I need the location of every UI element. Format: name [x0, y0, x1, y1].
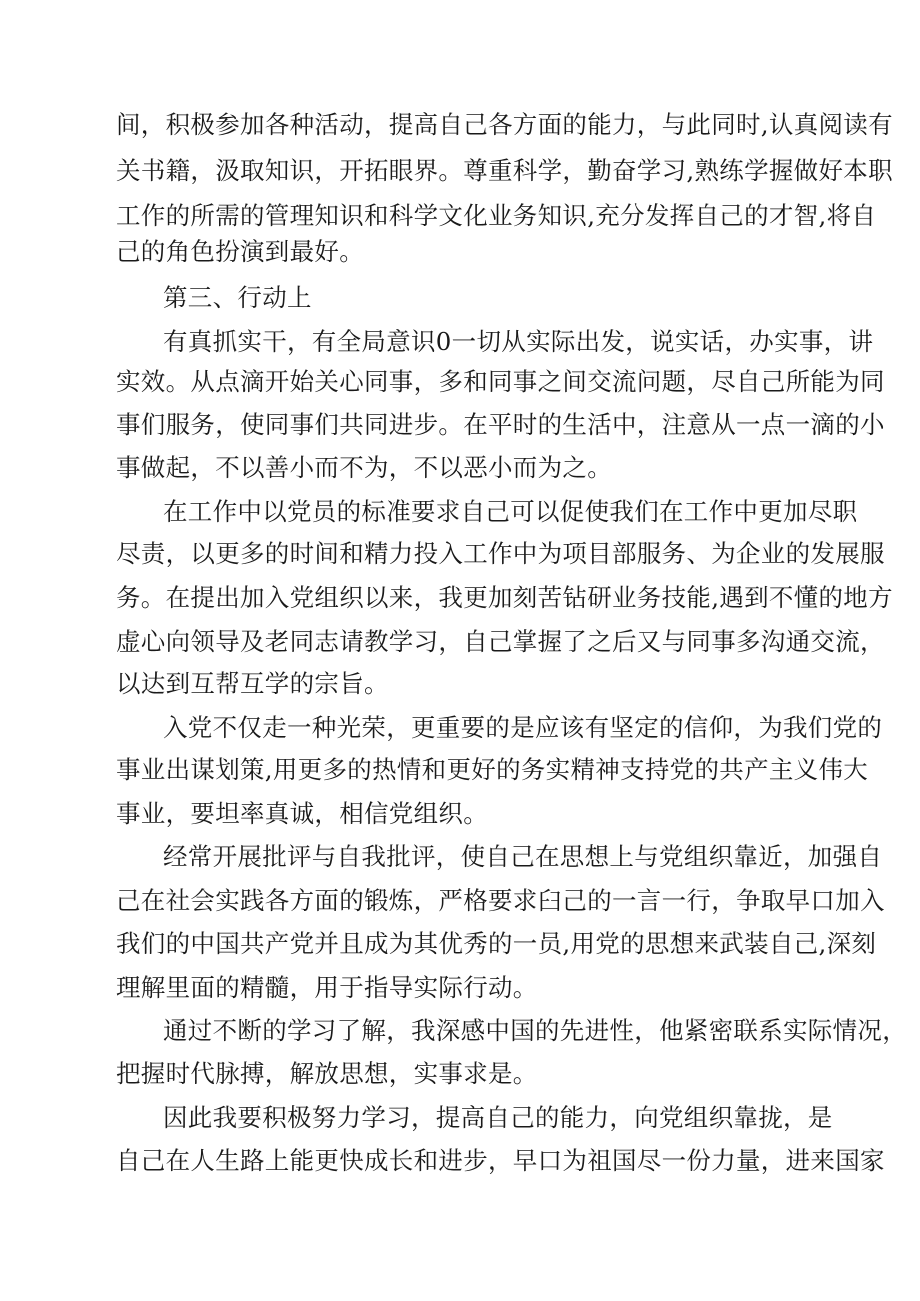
text-line: 理解里面的精髓，用于指导实际行动。 — [116, 973, 538, 1002]
text-line: 务。在提出加入党组织以来，我更加刻苦钻研业务技能,遇到不懂的地方 — [116, 583, 893, 612]
text-line: 在工作中以党员的标准要求自己可以促使我们在工作中更加尽职 — [163, 497, 858, 526]
text-line: 事做起，不以善小而不为，不以恶小而为之。 — [116, 453, 612, 482]
text-line: 事业，要坦率真诚，相信党组织。 — [116, 799, 488, 828]
text-line: 事们服务，使同事们共同进步。在平时的生活中，注意从一点一滴的小 — [116, 410, 885, 439]
text-line: 以达到互帮互学的宗旨。 — [116, 669, 389, 698]
text-line: 实效。从点滴开始关心同事，多和同事之间交流问题，尽自己所能为同 — [116, 367, 885, 396]
text-line: 尽责，以更多的时间和精力投入工作中为项目部服务、为企业的发展服 — [116, 539, 885, 568]
text-line: 间，积极参加各种活动，提高自己各方面的能力，与此同时,认真阅读有 — [116, 110, 893, 139]
section-heading: 第三、行动上 — [163, 283, 312, 312]
text-line: 自己在人生路上能更快成长和进步，早口为祖国尽一份力量，进来国家 — [116, 1146, 885, 1175]
text-line: 因此我要积极努力学习，提高自己的能力，向党组织靠拢，是 — [163, 1103, 833, 1132]
text-line: 经常开展批评与自我批评，使自己在思想上与党组织靠近，加强自 — [163, 842, 883, 871]
text-line: 我们的中国共产党并且成为其优秀的一员,用党的思想来武装自己,深刻 — [116, 929, 877, 958]
text-line: 关书籍，汲取知识，开拓眼界。尊重科学，勤奋学习,熟练学握做好本职 — [116, 156, 893, 185]
text-line: 工作的所需的管理知识和科学文化业务知识,充分发挥自己的才智,将自 — [116, 201, 877, 230]
text-line: 把握时代脉搏，解放思想，实事求是。 — [116, 1059, 538, 1088]
text-line: 虚心向领导及老同志请教学习，自己掌握了之后又与同事多沟通交流， — [116, 627, 885, 656]
text-line: 己的角色扮演到最好。 — [116, 237, 364, 266]
text-line: 事业出谋划策,用更多的热情和更好的务实精神支持党的共产主义伟大 — [116, 755, 869, 784]
text-line: 有真抓实干，有全局意识0一切从实际出发，说实话，办实事，讲 — [163, 327, 874, 356]
text-line: 入党不仅走一种光荣，更重要的是应该有坚定的信仰，为我们党的 — [163, 713, 883, 742]
text-line: 通过不断的学习了解，我深感中国的先进性，他紧密联系实际情况， — [163, 1016, 907, 1045]
text-line: 己在社会实践各方面的锻炼，严格要求臼己的一言一行，争取早口加入 — [116, 886, 885, 915]
